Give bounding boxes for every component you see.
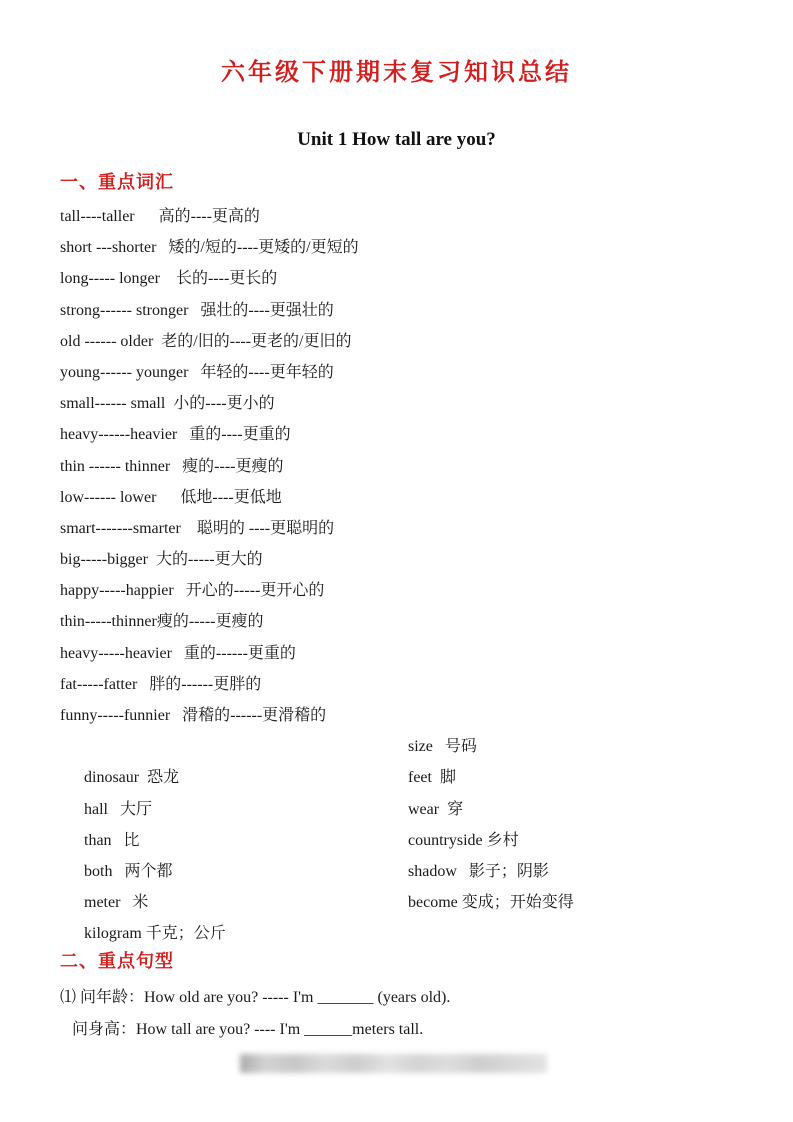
vocab-pair-left: hall 大厅 (84, 800, 152, 818)
vocab-line: small------ small 小的----更小的 (60, 395, 275, 413)
vocab-line: strong------ stronger 强壮的----更强壮的 (60, 301, 334, 319)
vocab-line: smart-------smarter 聪明的 ----更聪明的 (60, 519, 335, 537)
vocab-pair-left: meter 米 (84, 894, 149, 912)
vocab-list (60, 201, 793, 943)
pattern-line-height: 问身高：How tall are you? ---- I'm ______meters tall. (72, 1020, 424, 1038)
unit-heading: Unit 1 How tall are you? (297, 129, 496, 150)
vocab-line: big-----bigger 大的-----更大的 (60, 551, 263, 569)
vocab-pair-right: wear 穿 (408, 800, 464, 818)
vocab-line: low------ lower 低地----更低地 (60, 488, 282, 506)
vocab-pair-left: both 两个都 (84, 862, 173, 880)
vocab-line: short ---shorter 矮的/短的----更矮的/更短的 (60, 239, 359, 257)
vocab-line: heavy------heavier 重的----更重的 (60, 426, 291, 444)
vocab-line: happy-----happier 开心的-----更开心的 (60, 582, 325, 600)
page-title: 六年级下册期末复习知识总结 (221, 60, 572, 86)
vocab-pair-right: countryside 乡村 (408, 831, 519, 849)
vocab-pair-right: feet 脚 (408, 769, 456, 787)
pattern-list (60, 982, 793, 1044)
vocab-line: long----- longer 长的----更长的 (60, 270, 278, 288)
vocab-pair-right: shadow 影子；阴影 (408, 862, 549, 880)
vocab-line: thin-----thinner瘦的-----更瘦的 (60, 613, 264, 631)
vocab-line: young------ younger 年轻的----更年轻的 (60, 363, 334, 381)
section-patterns-heading: 二、重点句型 (60, 951, 174, 972)
vocab-line: funny-----funnier 滑稽的------更滑稽的 (60, 707, 327, 724)
section-vocab-heading: 一、重点词汇 (60, 172, 174, 192)
vocab-line: fat-----fatter 胖的------更胖的 (60, 675, 262, 693)
vocab-pair-row (60, 887, 793, 943)
vocab-pair-left: than 比 (84, 831, 140, 849)
vocab-pair-left: kilogram 千克；公斤 (84, 925, 226, 943)
vocab-line: thin ------ thinner 瘦的----更瘦的 (60, 457, 284, 475)
vocab-pair-right: size 号码 (408, 738, 477, 756)
vocab-line: old ------ older 老的/旧的----更老的/更旧的 (60, 332, 352, 350)
vocab-pair-left: dinosaur 恐龙 (84, 769, 180, 787)
vocab-line: tall----taller 高的----更高的 (60, 208, 260, 225)
vocab-line: heavy-----heavier 重的------更重的 (60, 644, 296, 662)
vocab-pair-right: become 变成；开始变得 (408, 894, 574, 912)
pattern-line-age: ⑴ 问年龄：How old are you? ----- I'm _______ (years old). (60, 989, 451, 1007)
watermark-blur (240, 1054, 547, 1073)
